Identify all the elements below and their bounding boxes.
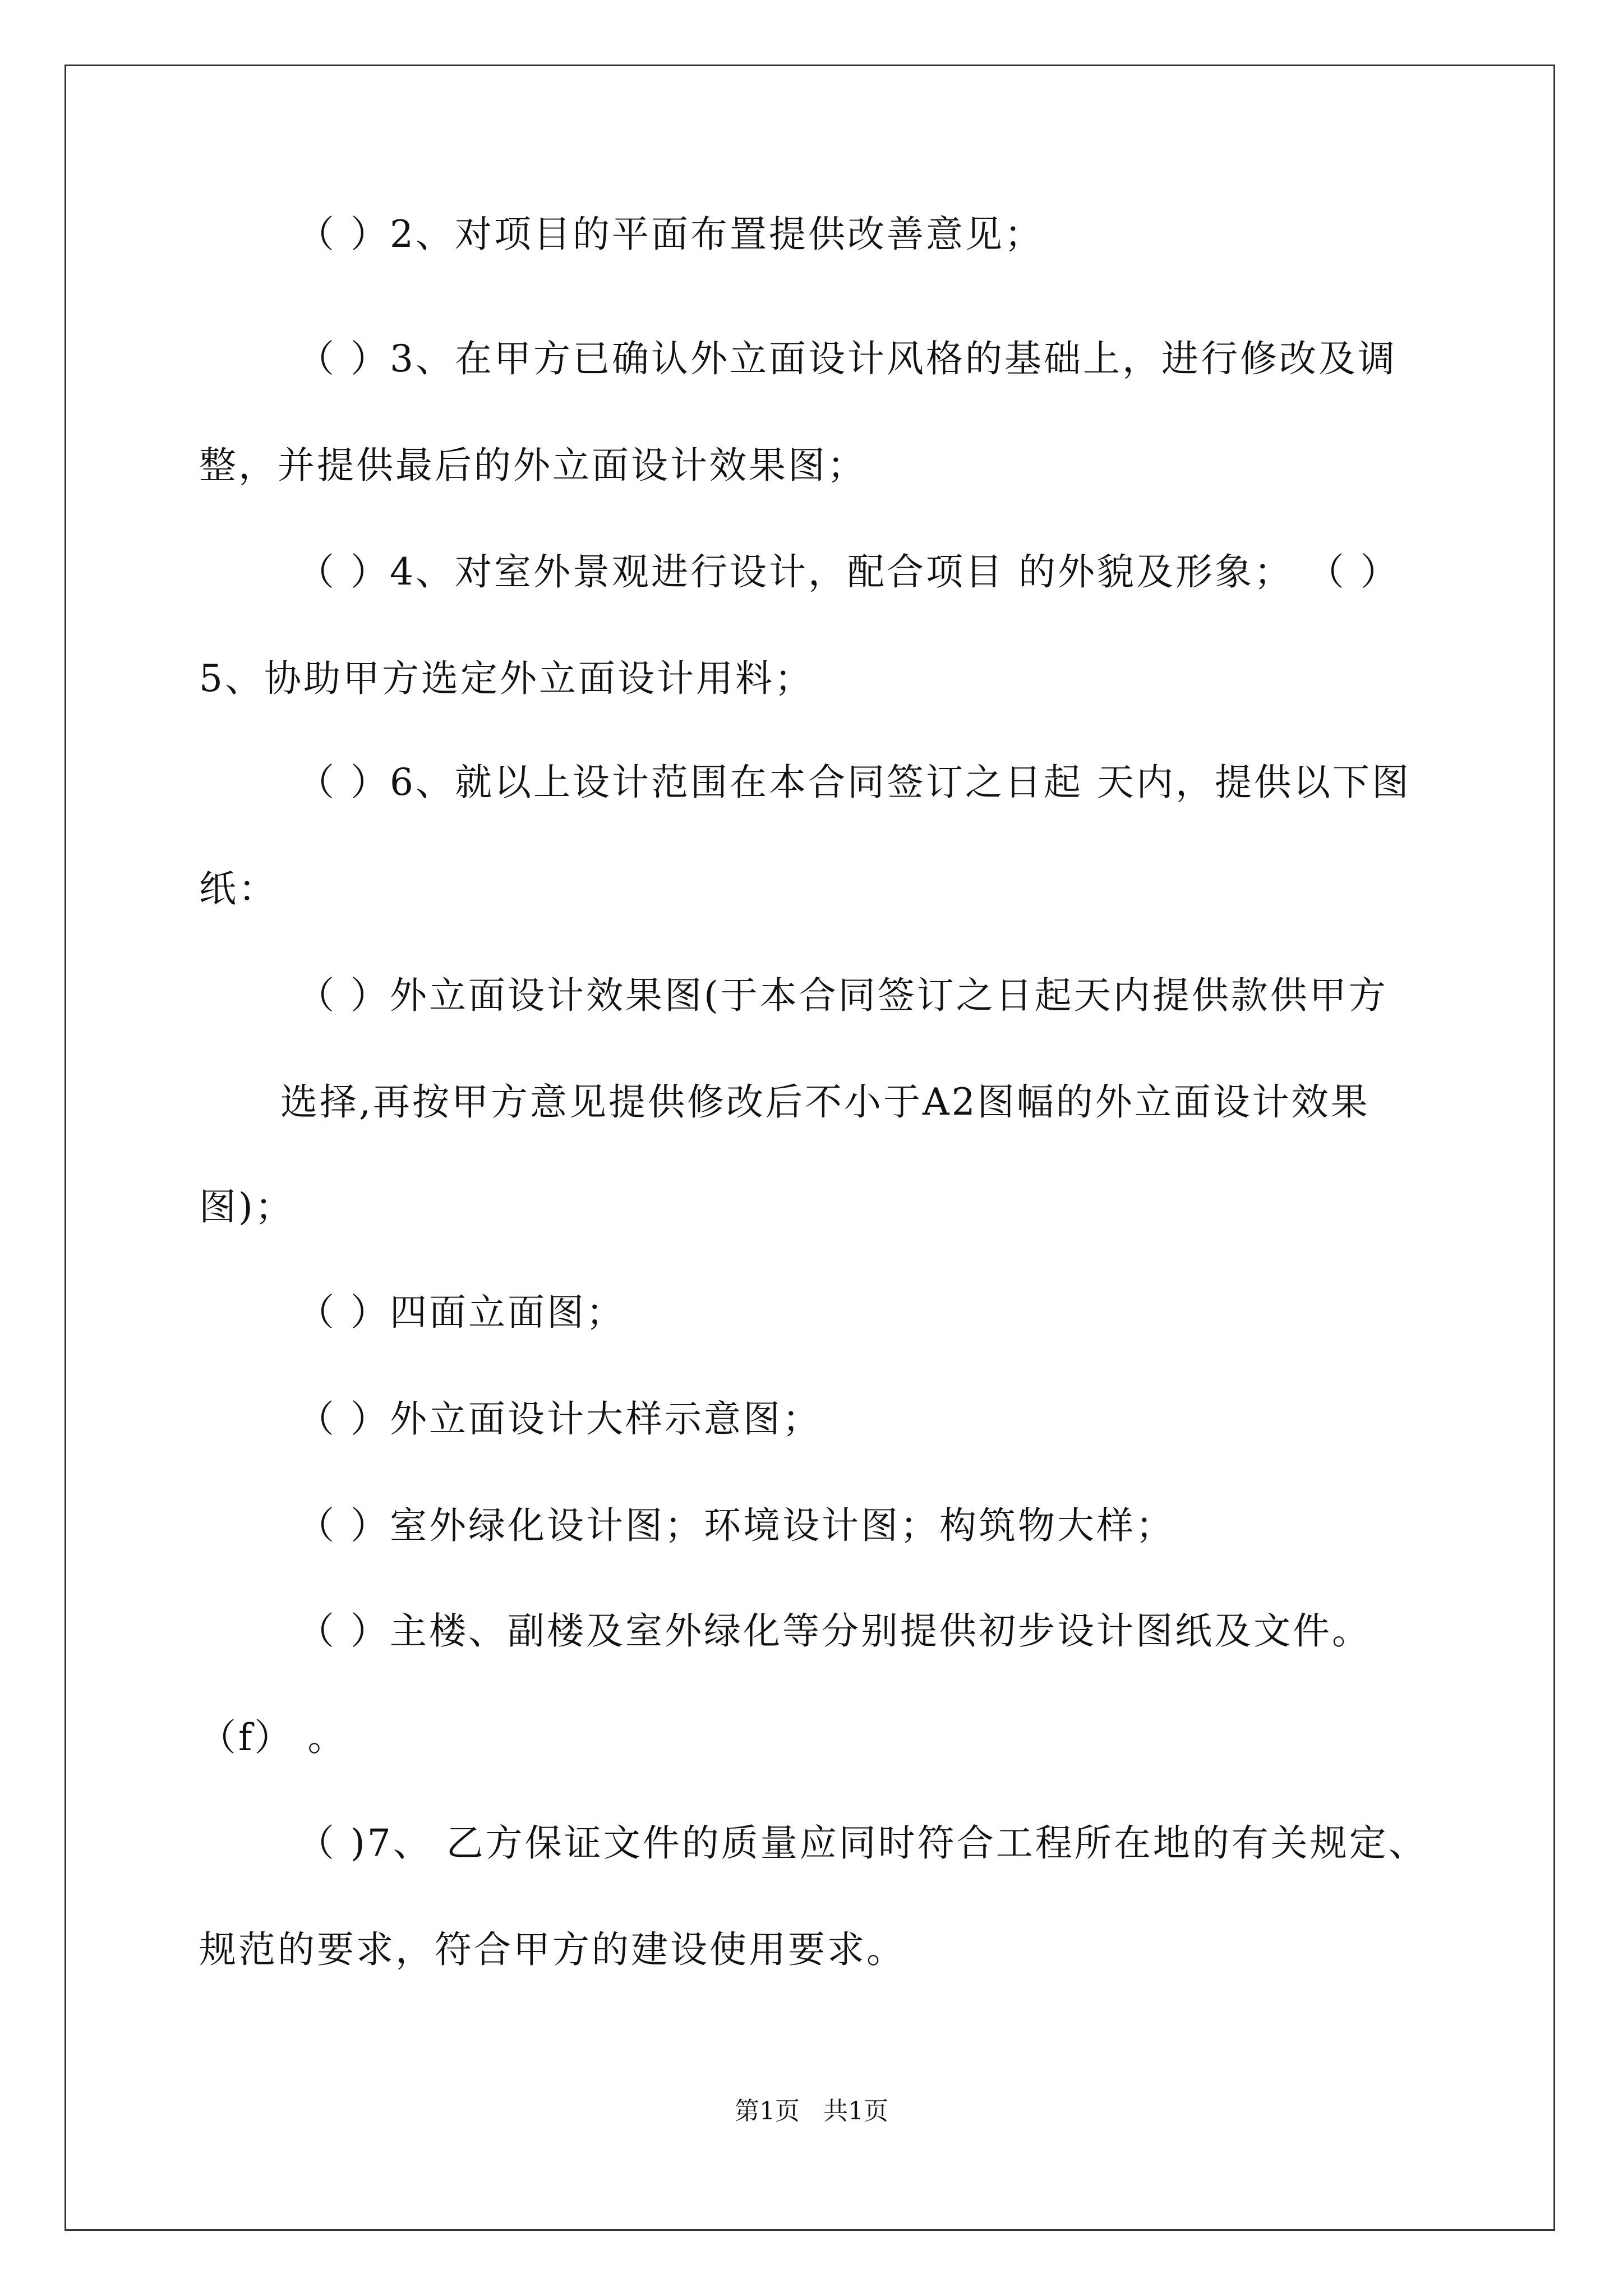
page-footer: 第1页 共1页 xyxy=(735,2097,888,2125)
item-elevation-rendering-line-1: （ ）外立面设计效果图(于本合同签订之日起天内提供款供甲方 xyxy=(297,974,1388,1017)
item-four-elevations: （ ）四面立面图； xyxy=(297,1291,625,1334)
clause-3-line-1: （ ）3、在甲方已确认外立面设计风格的基础上，进行修改及调 xyxy=(297,337,1397,380)
item-elevation-rendering-line-3: 图)； xyxy=(199,1185,294,1228)
clause-7-line-1: （ )7、 乙方保证文件的质量应同时符合工程所在地的有关规定、 xyxy=(297,1821,1428,1865)
clause-7-line-2: 规范的要求，符合甲方的建设使用要求。 xyxy=(199,1928,906,1971)
item-elevation-rendering-line-2: 选择,再按甲方意见提供修改后不小于A2图幅的外立面设计效果 xyxy=(280,1080,1370,1124)
clause-4: （ ）4、对室外景观进行设计，配合项目 的外貌及形象； （ ） xyxy=(297,550,1400,593)
clause-5: 5、协助甲方选定外立面设计用料； xyxy=(199,657,814,700)
item-landscape-design: （ ）室外绿化设计图；环境设计图；构筑物大样； xyxy=(297,1504,1175,1547)
clause-6-line-1: （ ）6、就以上设计范围在本合同签订之日起 天内，提供以下图 xyxy=(297,761,1411,804)
item-preliminary-design: （ ）主楼、副楼及室外绿化等分别提供初步设计图纸及文件。 xyxy=(297,1609,1371,1653)
clause-2: （ ）2、对项目的平面布置提供改善意见； xyxy=(297,213,1044,256)
clause-6-line-2: 纸： xyxy=(199,867,278,910)
page-border xyxy=(64,65,1555,2231)
item-detail-diagram: （ ）外立面设计大样示意图； xyxy=(297,1397,822,1441)
item-f: （f） 。 xyxy=(199,1716,347,1759)
clause-3-line-2: 整，并提供最后的外立面设计效果图； xyxy=(199,444,866,487)
